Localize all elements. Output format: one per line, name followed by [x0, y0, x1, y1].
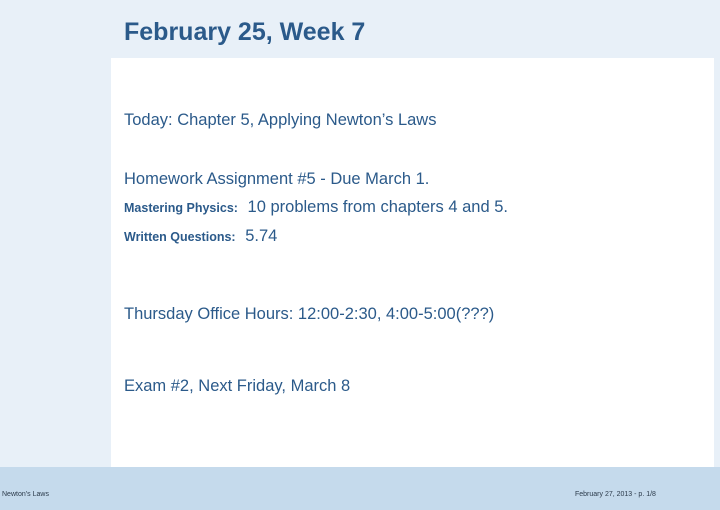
today-line: Today: Chapter 5, Applying Newton’s Laws: [124, 111, 437, 129]
office-hours-line: Thursday Office Hours: 12:00-2:30, 4:00-5:00(???): [124, 305, 495, 323]
homework-line: Homework Assignment #5 - Due March 1.: [124, 170, 430, 188]
written-questions-label: Written Questions:: [124, 230, 236, 244]
footer-bar: [0, 467, 720, 510]
footer-short-title: Newton’s Laws: [2, 491, 49, 498]
footer-date-page: February 27, 2013 - p. 1/8: [575, 491, 656, 498]
written-questions-text: 5.74: [245, 227, 278, 245]
written-questions-line: [124, 227, 277, 246]
slide-title: February 25, Week 7: [124, 18, 366, 46]
mastering-physics-text: 10 problems from chapters 4 and 5.: [247, 198, 509, 216]
exam-line: Exam #2, Next Friday, March 8: [124, 377, 351, 395]
mastering-physics-label: Mastering Physics:: [124, 201, 238, 215]
mastering-physics-line: [124, 198, 508, 217]
